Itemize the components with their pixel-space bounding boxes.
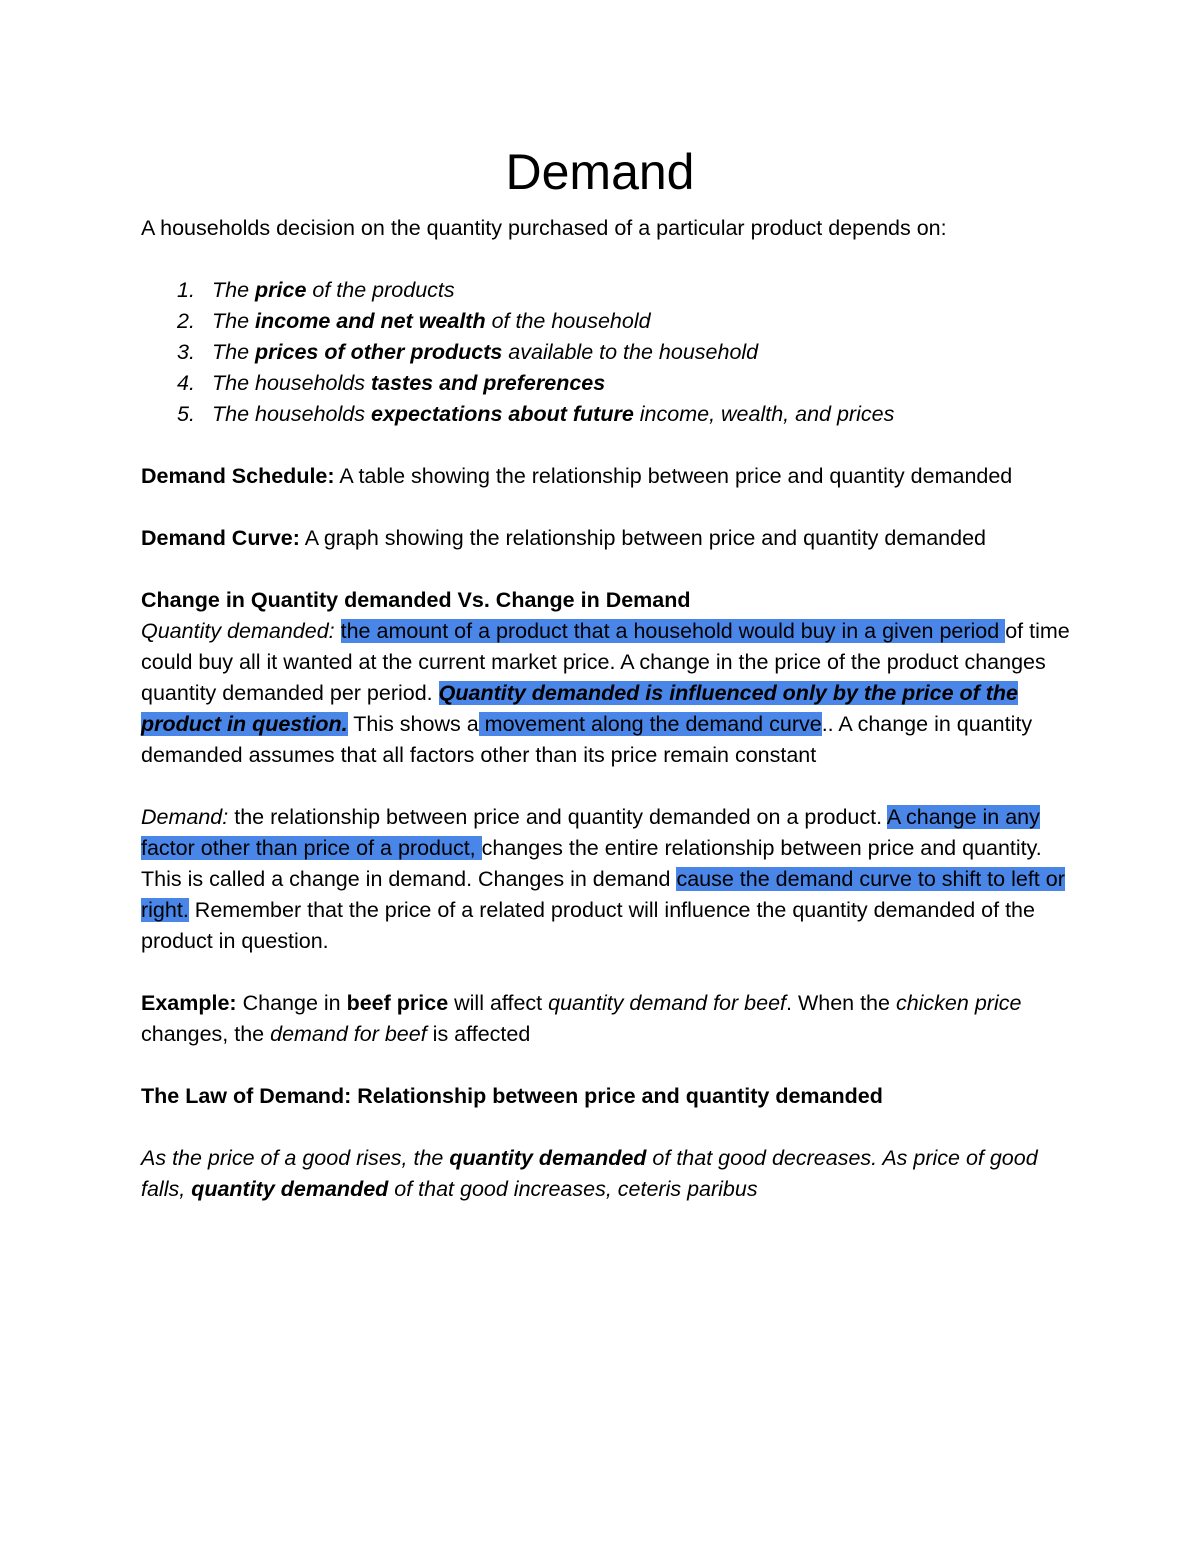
factor-bold: prices of other products [255,340,503,364]
factor-text: available to the household [502,340,759,364]
demand-curve-definition [141,523,1071,554]
factor-bold: income and net wealth [255,309,486,333]
factor-text: The [212,278,256,302]
example-paragraph [141,988,1071,1050]
factors-list [141,275,1071,430]
factor-text: The households [212,371,371,395]
body-text: As the price of a good rises, the [141,1146,450,1170]
term-label: Demand Curve: [141,526,300,550]
factor-text: of the household [485,309,651,333]
list-number: 2. [177,309,195,333]
highlighted-text: A change in any factor other than price of a product, [141,805,1040,860]
heading-text: Change in Quantity demanded Vs. Change in Demand [141,588,691,612]
quantity-demanded-paragraph [141,616,1071,771]
demand-paragraph [141,802,1071,957]
heading-text: The Law of Demand: Relationship between price and quantity demanded [141,1084,883,1108]
bold-text: quantity demanded [191,1177,389,1201]
demand-schedule-definition [141,461,1071,492]
factor-bold: expectations about future [370,402,634,426]
list-item [141,399,1071,430]
intro-paragraph: A households decision on the quantity purchased of a particular product depends on: [141,216,947,240]
body-text: of that good increases, ceteris paribus [388,1177,758,1201]
body-text: changes, the [141,1022,271,1046]
italic-text: quantity demand for beef [548,991,786,1015]
body-text: This shows a [347,712,479,736]
term-label: Example: [141,991,237,1015]
list-number: 1. [177,278,195,302]
list-number: 5. [177,402,195,426]
italic-text: chicken price [895,991,1022,1015]
section-heading [141,1081,1071,1112]
body-text: of time could buy all it wanted at the current market price. A change in the price of the product changes quantity demanded per period. [141,619,1070,705]
definition-text: A graph showing the relationship between price and quantity demanded [299,526,986,550]
list-item [141,306,1071,337]
factor-bold: tastes and preferences [370,371,606,395]
highlighted-text: the amount of a product that a household would buy in a given period [340,619,1006,643]
bold-text: beef price [346,991,449,1015]
body-text [335,619,341,643]
body-text: of that good decreases. As price of good falls, [141,1146,1038,1201]
term-label: Quantity demanded: [141,619,335,643]
document-body [141,213,1071,1205]
factor-text: The [212,340,256,364]
definition-text: A table showing the relationship between price and quantity demanded [334,464,1013,488]
list-item [141,368,1071,399]
list-item [141,337,1071,368]
factor-text: The [212,309,256,333]
body-text: Remember that the price of a related product will influence the quantity demanded of the product in question. [141,898,1035,953]
page-title: Demand [505,144,695,200]
body-text: . When the [786,991,896,1015]
factor-bold: price [255,278,307,302]
term-label: Demand Schedule: [141,464,335,488]
factor-text: income, wealth, and prices [633,402,895,426]
body-text: will affect [448,991,549,1015]
body-text: changes the entire relationship between price and quantity. This is called a change in demand. Changes in demand [141,836,1042,891]
body-text: is affected [426,1022,531,1046]
list-number: 4. [177,371,195,395]
law-of-demand-paragraph [141,1143,1071,1205]
highlighted-text: cause the demand curve to shift to left or right. [141,867,1065,922]
body-text: Change in [236,991,347,1015]
list-item [141,275,1071,306]
factor-text: The households [212,402,371,426]
factor-text: of the products [306,278,455,302]
highlighted-text: movement along the demand curve [478,712,822,736]
body-text: .. A change in quantity demanded assumes that all factors other than its price remain constant [141,712,1033,767]
italic-text: demand for beef [270,1022,427,1046]
bold-text: quantity demanded [449,1146,647,1170]
term-label: Demand: [141,805,229,829]
highlighted-text: Quantity demanded is influenced only by the price of the product in question. [141,681,1019,736]
body-text: the relationship between price and quantity demanded on a product. [228,805,887,829]
list-number: 3. [177,340,195,364]
section-heading [141,585,1071,616]
